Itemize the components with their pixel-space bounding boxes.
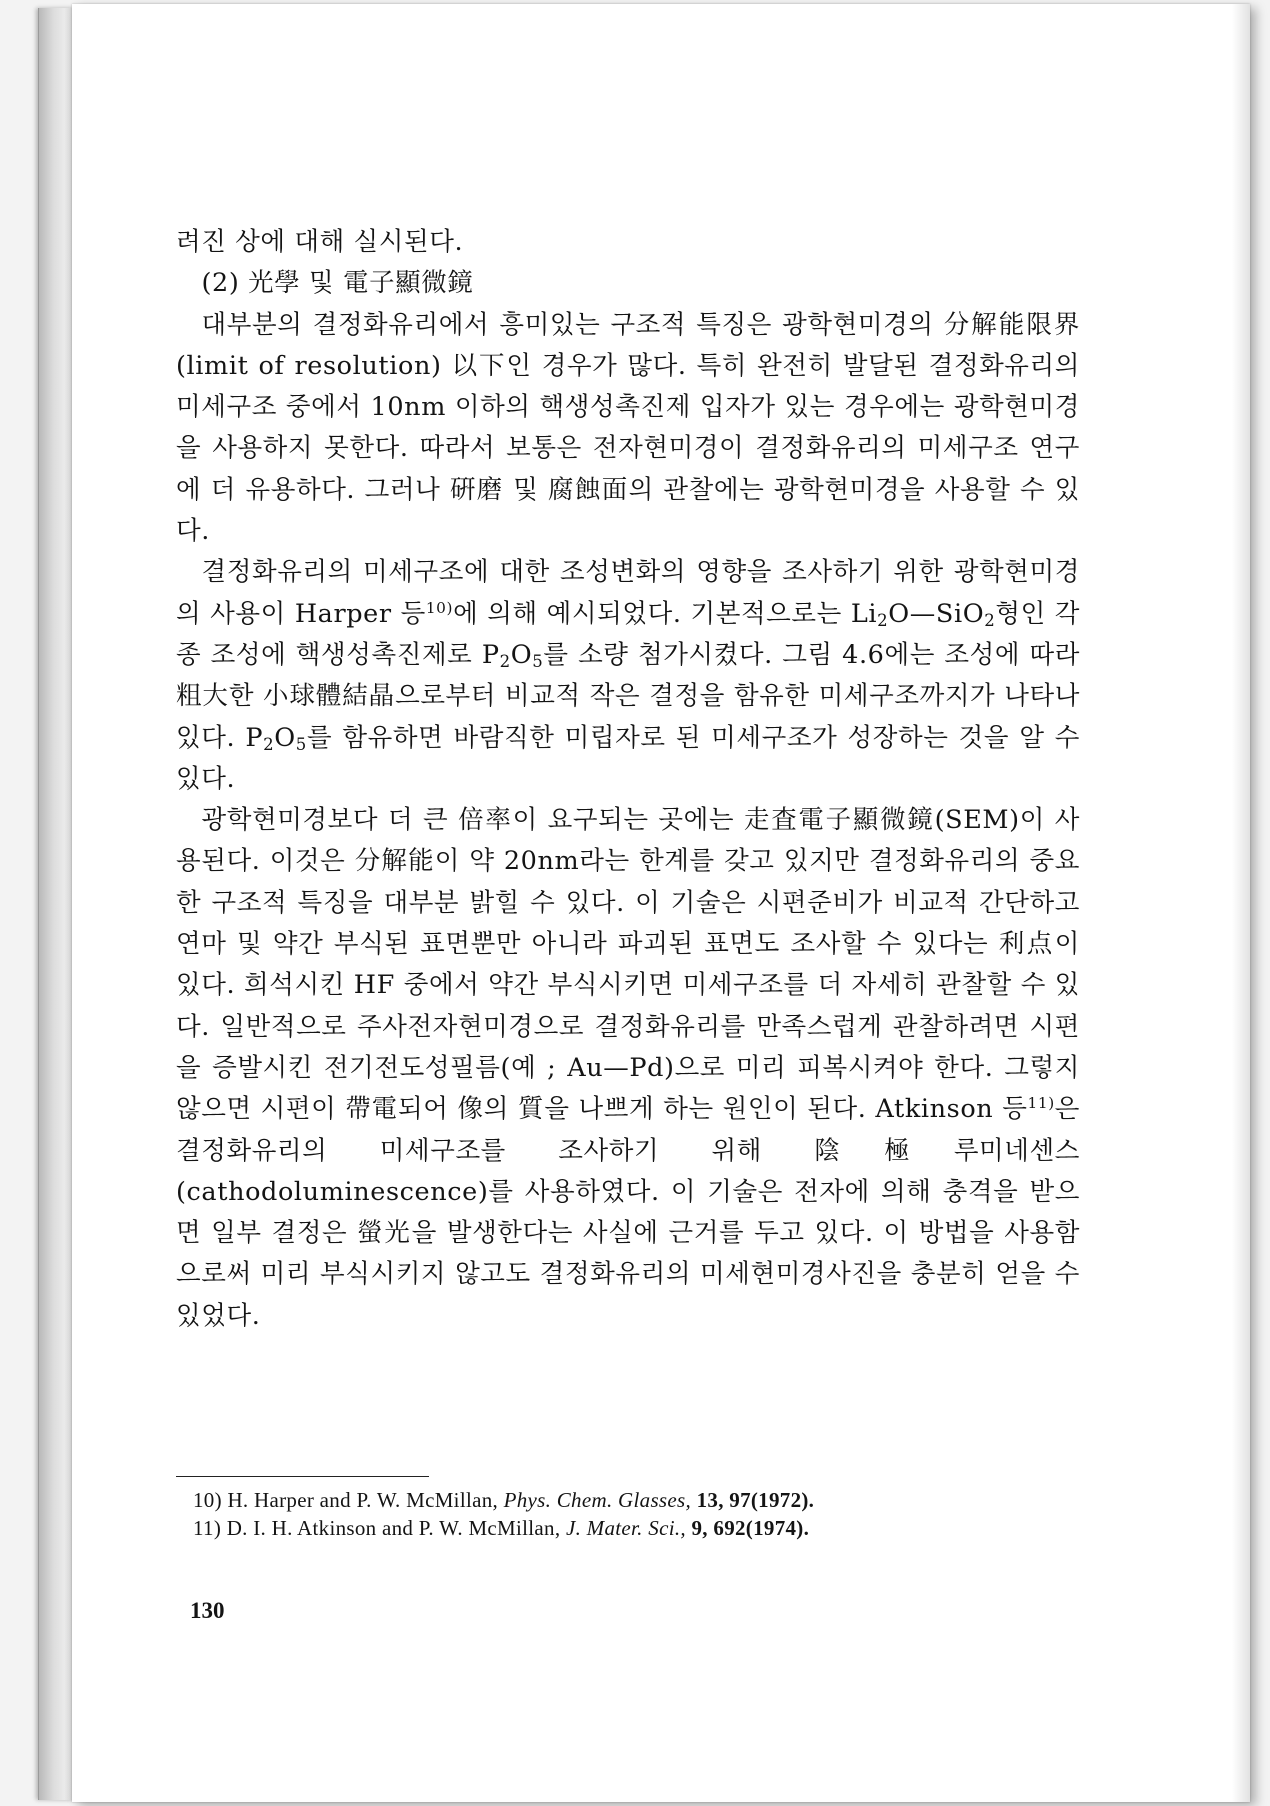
subscript: 2 (263, 734, 275, 754)
subscript: 5 (295, 734, 307, 754)
p2-text-3: O—SiO (888, 598, 985, 629)
citation-11: 11) (1027, 1094, 1055, 1113)
subscript: 5 (532, 652, 544, 672)
section-heading: (2) 光學 및 電子顯微鏡 (201, 268, 474, 299)
p2-text-7: O (274, 722, 296, 753)
footnote-divider (176, 1476, 429, 1477)
footnote-journal: Phys. Chem. Glasses, (503, 1488, 692, 1512)
paragraph-1: 대부분의 결정화유리에서 흥미있는 구조적 특징은 광학현미경의 分解能限界(limit of resolution) 以下인 경우가 많다. 특히 완전히 발달된 결정화유리의 미세구조 중에서 10nm 이하의 핵생성촉진제 입자가 있는 경우에는 광학현미경을 사용하지 못한다. 따라서 보통은 전자현미경이 결정화유리의 미세구조 연구에 더 유용하다. 그러나 硏磨 및 腐蝕面의 관찰에는 광학현미경을 사용할 수 있다. (176, 309, 1080, 547)
p2-text-5: O (510, 639, 533, 670)
footnote-reference: 9, 692(1974). (691, 1516, 810, 1540)
book-page-stack (38, 8, 75, 1800)
paragraph-3 (176, 800, 1080, 1337)
footnote-journal: J. Mater. Sci., (565, 1516, 686, 1540)
p3-text-2: 은 결정화유리의 미세구조를 조사하기 위해 陰極루미네센스(cathodoluminescence)를 사용하였다. 이 기술은 전자에 의해 충격을 받으면 일부 결정은 螢光을 발생한다는 사실에 근거를 두고 있다. 이 방법을 사용함으로써 미리 부식시키지 않고도 결정화유리의 미세현미경사진을 충분히 얻을 수 있었다. (176, 1094, 1080, 1331)
p2-text-6: 를 소량 첨가시켰다. 그림 4.6에는 조성에 따라 粗大한 小球體結晶으로부터 비교적 작은 결정을 함유한 미세구조까지가 나타나 있다. P (176, 639, 1080, 753)
p3-text-1: 광학현미경보다 더 큰 倍率이 요구되는 곳에는 走査電子顯微鏡(SEM)이 사용된다. 이것은 分解能이 약 20nm라는 한계를 갖고 있지만 결정화유리의 중요한 구조적 특징을 대부분 밝힐 수 있다. 이 기술은 시편준비가 비교적 간단하고 연마 및 약간 부식된 표면뿐만 아니라 파괴된 표면도 조사할 수 있다는 利点이 있다. 희석시킨 HF 중에서 약간 부식시키면 미세구조를 더 자세히 관찰할 수 있다. 일반적으로 주사전자현미경으로 결정화유리를 만족스럽게 관찰하려면 시편을 증발시킨 전기전도성필름(예 ; Au—Pd)으로 미리 피복시켜야 한다. 그렇지 않으면 시편이 帶電되어 像의 質을 나쁘게 하는 원인이 된다. Atkinson 등 (176, 805, 1080, 1125)
citation-10: 10) (425, 598, 454, 617)
intro-line: 려진 상에 대해 실시된다. (176, 227, 464, 257)
footnote-number: 10) (193, 1488, 222, 1512)
footnote-10 (193, 1486, 1073, 1514)
page-number: 130 (190, 1598, 225, 1623)
footnotes (193, 1486, 1073, 1542)
subscript: 2 (877, 610, 889, 630)
subscript: 2 (499, 652, 511, 672)
body-text (176, 222, 1080, 1337)
p2-text-1: 결정화유리의 미세구조에 대한 조성변화의 영향을 조사하기 위한 광학현미경의 사용이 Harper 등 (176, 557, 1080, 629)
p2-text-4: 형인 각종 조성에 핵생성촉진제로 P (176, 598, 1080, 670)
p2-text-8: 를 함유하면 바람직한 미립자로 된 미세구조가 성장하는 것을 알 수 있다. (176, 722, 1080, 794)
page-edge-shadow (1232, 4, 1250, 1802)
p2-text-2: 에 의해 예시되었다. 기본적으로는 Li (453, 598, 878, 629)
footnote-reference: 13, 97(1972). (696, 1488, 815, 1512)
footnote-authors: D. I. H. Atkinson and P. W. McMillan, (226, 1516, 561, 1540)
footnote-authors: H. Harper and P. W. McMillan, (227, 1488, 499, 1512)
paragraph-2 (176, 552, 1080, 800)
subscript: 2 (984, 610, 996, 630)
footnote-11 (193, 1514, 1073, 1542)
footnote-number: 11) (193, 1516, 222, 1540)
